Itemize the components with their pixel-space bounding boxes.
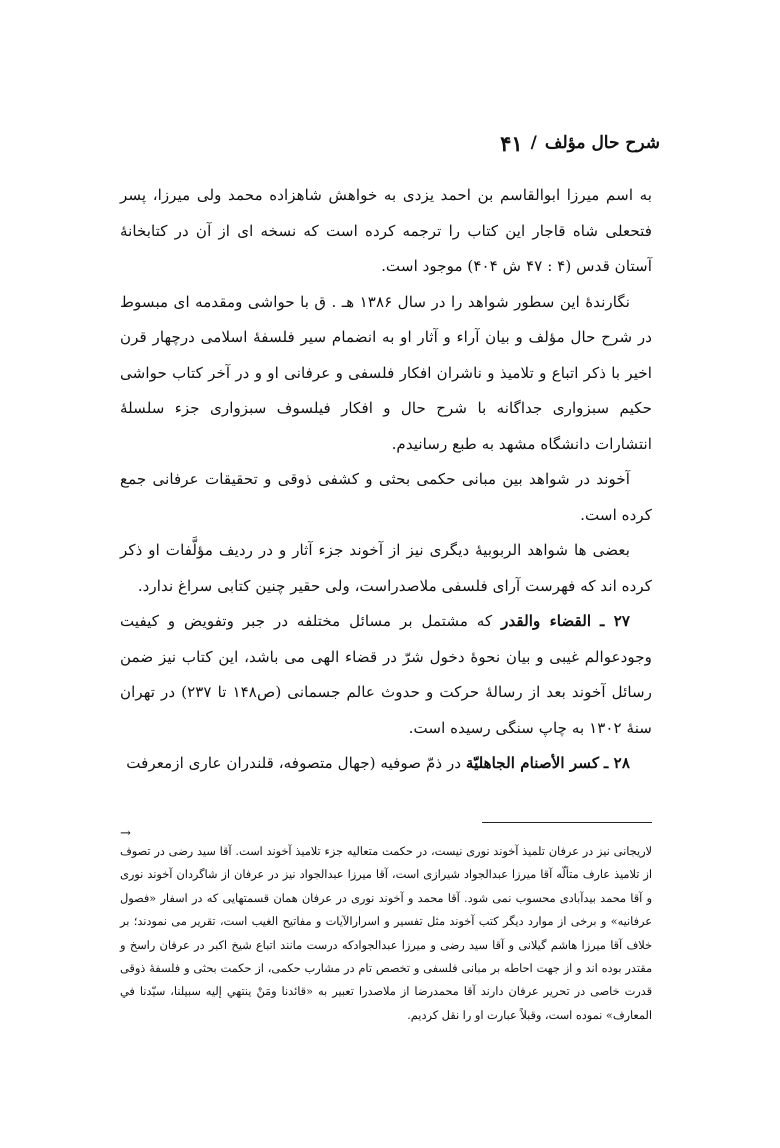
- item-27-title: القضاء والقدر: [501, 612, 592, 630]
- paragraph-1: به اسم میرزا ابوالقاسم بن احمد یزدی به خواهش شاهزاده محمد ولی میرزا، پسر فتحعلی شاه قاجار این کتاب را ترجمه کرده است که نسخه ای از آن در کتابخانهٔ آستان قدس (۴ : ۴۷ ش ۴۰۴) موجود است.: [120, 186, 652, 275]
- item-27-number: ۲۷ ـ: [599, 612, 631, 630]
- continuation-arrow-icon: →: [120, 826, 131, 841]
- paragraph-2: نگارندهٔ این سطور شواهد را در سال ۱۳۸۶ هـ . ق با حواشی ومقدمه ای مبسوط در شرح حال مؤلف و بیان آراء و آثار او به انضمام سیر فلسفهٔ اسلامی درچهار قرن اخیر با ذکر اتباع و تلامیذ و ناشران افکار فلسفی و عرفانی او و در آخر کتاب حواشی حکیم سبزواری جداگانه با شرح حال و افکار فیلسوف سبزواری جزء سلسلهٔ انتشارات دانشگاه مشهد به طبع رسانیدم.: [120, 292, 652, 453]
- paragraph-4: بعضی ها شواهد الربوبیهٔ دیگری نیز از آخوند جزء آثار و در ردیف مؤلَّفات او ذکر کرده اند که فهرست آرای فلسفی ملاصدراست، ولی حقیر چنین کتابی سراغ ندارد.: [120, 541, 652, 595]
- footnote-text: لاریجانی نیز در عرفان تلمیذ آخوند نوری نیست، در حکمت متعالیه جزء تلامیذ آخوند است. آقا سید رضی در تصوف از تلامیذ عارف متألّه آقا میرزا عبدالجواد شیرازی است، آقا میرزا عبدالجواد نیز در عرفان از شاگردان آخوند نوری و آقا محمد بیدآبادی محسوب نمی شود. آقا محمد و آخوند نوری در عرفان همان قسمتهایی که در اسفار «فصول عرفانیه» و برخی از موارد دیگر کتب آخوند مثل تفسیر و اسرارالآیات و مفاتیح الغیب است، تقریر می نمودند؛ بر خلاف آقا میرزا هاشم گیلانی و آقا سید رضی و میرزا عبدالجوادکه درست مانند اتباع شیخ اکبر در عرفان راسخ و مقتدر بوده اند و از جهت احاطه بر مبانی فلسفی و تخصص تام در مشارب حکمی، از حکمت بحثی و فلسفهٔ ذوقی قدرت خاصی در تحریر عرفان دارند آقا محمدرضا از ملاصدرا تعبیر به «قائدنا ومَنْ ینتهي إلیه سبیلنا، سیّدنا في المعارف» نموده است، وقبلاً عبارت او را نقل کردیم.: [120, 845, 652, 1022]
- paragraph-3: آخوند در شواهد بین مبانی حکمی بحثی و کشفی ذوقی و تحقیقات عرفانی جمع کرده است.: [120, 470, 652, 524]
- paragraph-5: [120, 604, 652, 746]
- item-28-number: ۲۸ ـ: [603, 754, 630, 772]
- page-number: ۴۱: [500, 130, 523, 156]
- header-title: شرح حال مؤلف: [544, 133, 660, 153]
- footnote-divider: [482, 822, 652, 823]
- item-27-text: که مشتمل بر مسائل مختلفه در جبر وتفویض و کیفیت وجودعوالم غیبی و بیان نحوهٔ دخول شرّ در قضاء الهی می باشد، این کتاب نیز ضمن رسائل آخوند بعد از رسالهٔ حرکت و حدوث عالم جسمانی (ص۱۴۸ تا ۲۳۷) در تهران سنهٔ ۱۳۰۲ به چاپ سنگی رسیده است.: [120, 612, 653, 737]
- running-header: [120, 128, 660, 158]
- item-28-title: کسر الأصنام الجاهلیّة: [465, 754, 600, 772]
- footnote: [120, 840, 652, 1027]
- main-text: [120, 178, 652, 782]
- item-28-text: در ذمّ صوفیه (جهال متصوفه، قلندران عاری ازمعرفت: [126, 754, 462, 772]
- header-separator: /: [530, 133, 537, 153]
- paragraph-6: [120, 746, 652, 782]
